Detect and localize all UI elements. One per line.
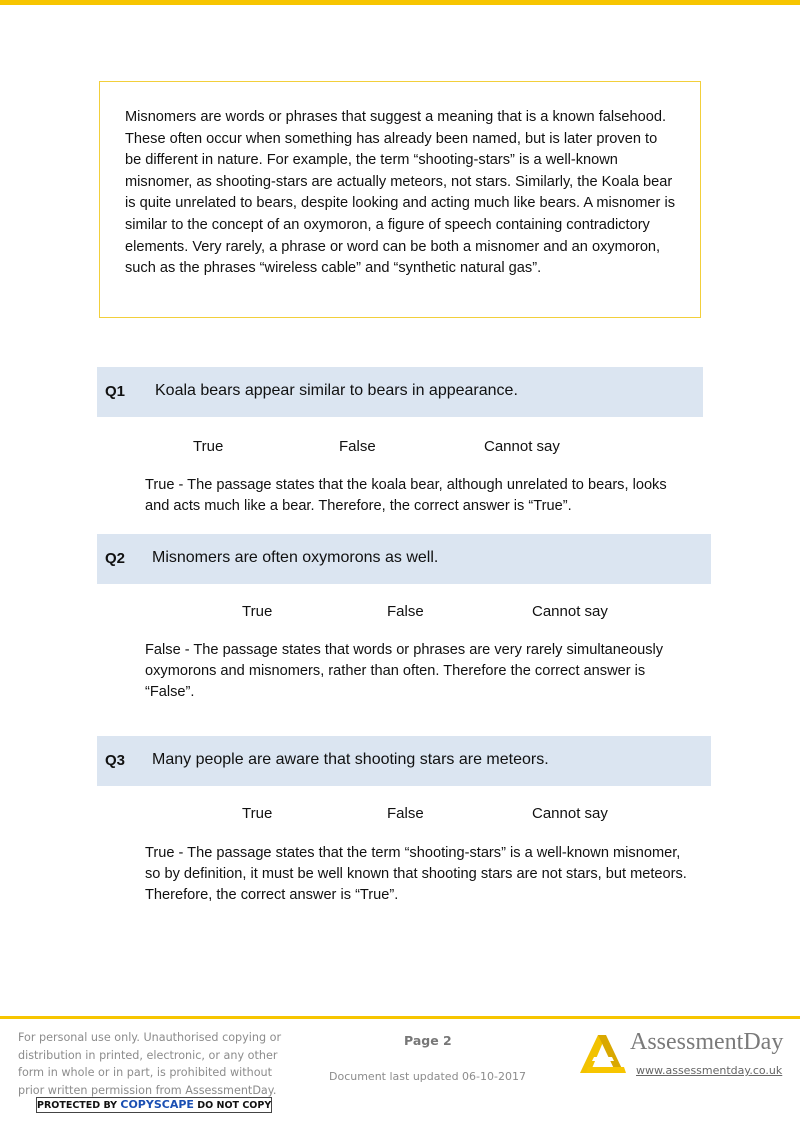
copyscape-prefix: PROTECTED BY xyxy=(37,1100,118,1111)
q1-explanation: True - The passage states that the koala bear, although unrelated to bears, looks and acts much like a bear. Therefore, the correct answer is “True”. xyxy=(145,477,667,514)
question-2-number: Q2 xyxy=(105,550,126,567)
question-1-header xyxy=(97,367,703,417)
copyscape-brand: COPYSCAPE xyxy=(120,1098,194,1111)
q2-option-cannot-say[interactable]: Cannot say xyxy=(532,603,608,620)
q3-option-false[interactable]: False xyxy=(387,805,424,822)
question-1-number: Q1 xyxy=(105,383,126,400)
q3-explanation: True - The passage states that the term “shooting-stars” is a well-known misnomer, so by definition, it must be well known that shooting stars are not stars, but meteors. Therefore, the correct answer is “True”. xyxy=(145,845,687,903)
logo-wordmark: AssessmentDay xyxy=(630,1029,784,1055)
page-number: Page 2 xyxy=(404,1033,452,1048)
q3-option-true[interactable]: True xyxy=(242,805,273,822)
copyscape-suffix: DO NOT COPY xyxy=(197,1100,272,1111)
question-1-text: Koala bears appear similar to bears in appearance. xyxy=(155,382,518,399)
q1-option-cannot-say[interactable]: Cannot say xyxy=(484,438,560,455)
question-2-header xyxy=(97,534,711,584)
footer-divider xyxy=(0,1016,800,1019)
logo-website-link[interactable]: www.assessmentday.co.uk xyxy=(636,1064,783,1077)
question-3-text: Many people are aware that shooting stars are meteors. xyxy=(152,751,549,768)
copyscape-badge[interactable] xyxy=(36,1097,272,1113)
q1-option-false[interactable]: False xyxy=(339,438,376,455)
top-accent-bar xyxy=(0,0,800,5)
assessmentday-logo-icon xyxy=(578,1031,628,1075)
q2-option-true[interactable]: True xyxy=(242,603,273,620)
q2-option-false[interactable]: False xyxy=(387,603,424,620)
document-updated-date: Document last updated 06-10-2017 xyxy=(329,1070,526,1083)
footer-legal-notice: For personal use only. Unauthorised copying or distribution in printed, electronic, or any other form in whole or in part, is prohibited without prior written permission from AssessmentDay. xyxy=(18,1031,282,1097)
q3-option-cannot-say[interactable]: Cannot say xyxy=(532,805,608,822)
question-3-number: Q3 xyxy=(105,752,126,769)
q1-option-true[interactable]: True xyxy=(193,438,224,455)
question-3-header xyxy=(97,736,711,786)
passage-text: Misnomers are words or phrases that suggest a meaning that is a known falsehood. These often occur when something has already been named, but is later proven to be different in nature. For example, the term “shooting-stars” is a well-known misnomer, as shooting-stars are actually meteors, not stars. Similarly, the Koala bear is quite unrelated to bears, despite looking and acting much like bears. A misnomer is similar to the concept of an oxymoron, a figure of speech containing contradictory elements. Very rarely, a phrase or word can be both a misnomer and an oxymoron, such as the phrases “wireless cable” and “synthetic natural gas”. xyxy=(125,109,676,277)
question-2-text: Misnomers are often oxymorons as well. xyxy=(152,549,439,566)
q2-explanation: False - The passage states that words or phrases are very rarely simultaneously oxymorons and misnomers, rather than often. Therefore the correct answer is “False”. xyxy=(145,642,664,700)
passage-box xyxy=(99,81,701,318)
